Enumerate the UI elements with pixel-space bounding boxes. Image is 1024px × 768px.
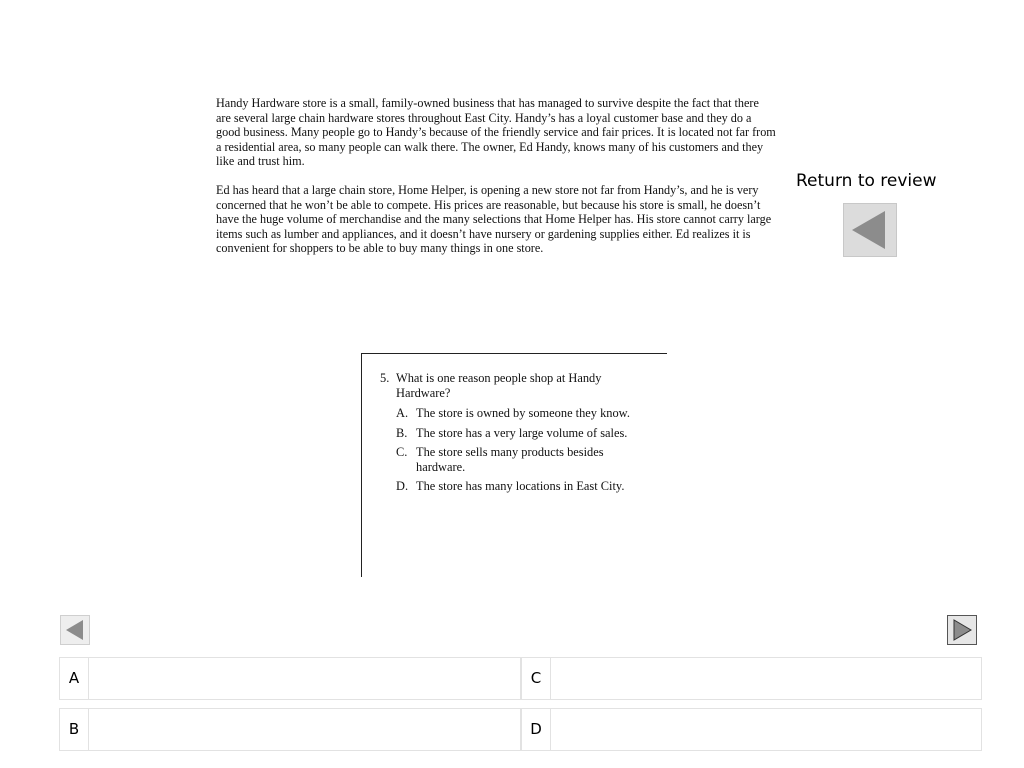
left-triangle-icon bbox=[844, 204, 896, 256]
return-to-review-button[interactable] bbox=[843, 203, 897, 257]
next-button[interactable] bbox=[947, 615, 977, 645]
passage-paragraph-1: Handy Hardware store is a small, family-owned business that has managed to survive despite the fact that there are several large chain hardware stores throughout East City. Handy’s has a loyal customer base and they do a good business. Many people go to Handy’s because of the friendly service and fair prices. It is located not far from a residential area, so many people can walk there. The owner, Ed Handy, knows many of his customers and they like and trust him. bbox=[216, 96, 776, 169]
return-to-review-label: Return to review bbox=[796, 171, 937, 191]
right-triangle-icon bbox=[948, 616, 976, 644]
choice-letter: D. bbox=[396, 479, 409, 494]
answer-option-b[interactable] bbox=[59, 708, 521, 751]
choice-letter: C. bbox=[396, 444, 408, 459]
choice-b bbox=[396, 426, 650, 441]
left-triangle-icon bbox=[61, 616, 89, 644]
answer-letter: A bbox=[60, 658, 89, 699]
choice-c bbox=[396, 445, 650, 475]
choice-text: The store sells many products besides hardware. bbox=[416, 444, 604, 475]
question-text: What is one reason people shop at Handy Hardware? bbox=[396, 371, 602, 401]
answer-letter: D bbox=[522, 709, 551, 750]
choice-letter: A. bbox=[396, 406, 409, 421]
choice-text: The store has a very large volume of sales. bbox=[416, 425, 628, 440]
reading-passage bbox=[216, 96, 776, 270]
answer-option-a[interactable] bbox=[59, 657, 521, 700]
choice-letter: B. bbox=[396, 425, 408, 440]
question-card bbox=[380, 371, 650, 498]
answer-letter: B bbox=[60, 709, 89, 750]
choice-d bbox=[396, 479, 650, 494]
answer-option-d[interactable] bbox=[521, 708, 982, 751]
passage-paragraph-2: Ed has heard that a large chain store, Home Helper, is opening a new store not far from Handy’s, and he is very concerned that he won’t be able to compete. His prices are reasonable, but because his store is small, he doesn’t have the huge volume of merchandise and the many selections that Home Helper has. His store cannot carry large items such as lumber and appliances, and it doesn’t have nursery or gardening supplies either. Ed realizes it is convenient for shoppers to be able to buy many things in one store. bbox=[216, 182, 772, 256]
choice-a bbox=[396, 406, 650, 421]
answer-letter: C bbox=[522, 658, 551, 699]
choice-text: The store has many locations in East City. bbox=[416, 479, 625, 494]
previous-button[interactable] bbox=[60, 615, 90, 645]
question-panel bbox=[361, 353, 667, 577]
answer-option-c[interactable] bbox=[521, 657, 982, 700]
choice-text: The store is owned by someone they know. bbox=[416, 406, 630, 421]
question-number: 5. bbox=[380, 371, 390, 385]
question-stem bbox=[380, 371, 650, 401]
